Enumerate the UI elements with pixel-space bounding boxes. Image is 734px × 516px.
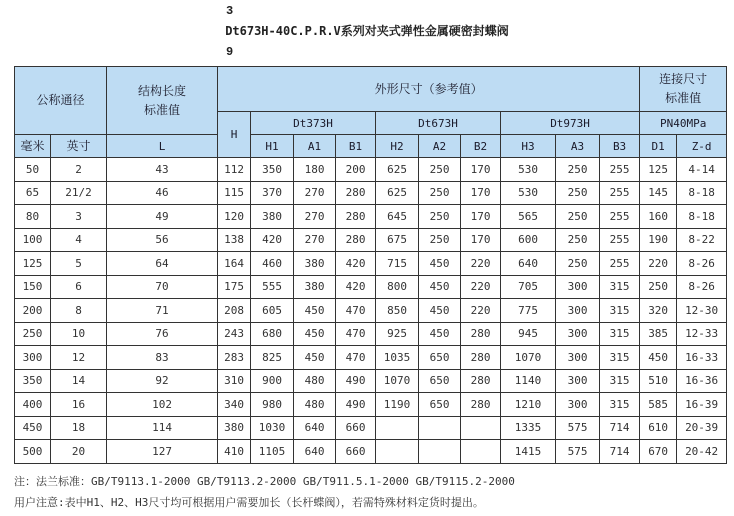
table-cell: 280 [461,369,501,393]
table-cell: 775 [501,299,556,323]
table-cell: 8-18 [677,181,727,205]
header-structure-length: 结构长度 标准值 [107,67,218,135]
table-cell: 43 [107,158,218,182]
table-cell: 12-33 [677,322,727,346]
table-cell: 650 [419,346,461,370]
table-cell: 800 [376,275,419,299]
table-cell: 320 [640,299,677,323]
table-cell: 714 [600,416,640,440]
table-cell: 280 [336,181,376,205]
table-cell: 450 [294,346,336,370]
table-cell: 138 [218,228,251,252]
table-cell: 450 [294,299,336,323]
table-cell: 315 [600,299,640,323]
table-cell: 127 [107,440,218,464]
table-row [15,322,727,346]
table-cell: 170 [461,205,501,229]
table-cell: 555 [251,275,294,299]
table-cell: 1140 [501,369,556,393]
table-cell: 280 [336,228,376,252]
table-cell: 180 [294,158,336,182]
table-cell: 6 [51,275,107,299]
table-cell: 1415 [501,440,556,464]
table-cell: 20-42 [677,440,727,464]
table-cell: 460 [251,252,294,276]
table-cell: 250 [556,181,600,205]
table-cell: 380 [294,275,336,299]
table-cell: 16-39 [677,393,727,417]
table-cell: 530 [501,181,556,205]
table-cell: 65 [15,181,51,205]
table-cell: 420 [336,275,376,299]
table-cell: 160 [640,205,677,229]
table-cell [461,440,501,464]
table-cell: 270 [294,181,336,205]
table-row [15,369,727,393]
table-cell: 170 [461,181,501,205]
table-cell: 925 [376,322,419,346]
table-cell: 565 [501,205,556,229]
table-cell: 250 [556,158,600,182]
header-dt673h: Dt673H [376,112,501,135]
user-notice: 用户注意:表中H1、H2、H3尺寸均可根据用户需要加长（长杆蝶阀），若需特殊材料定货时提出。 [14,496,484,509]
table-row [15,181,727,205]
table-cell: 1105 [251,440,294,464]
table-cell: 112 [218,158,251,182]
table-cell: 660 [336,416,376,440]
table-cell: 10 [51,322,107,346]
table-cell: 610 [640,416,677,440]
table-cell: 255 [600,252,640,276]
table-cell: 625 [376,158,419,182]
table-cell: 300 [15,346,51,370]
table-cell: 480 [294,393,336,417]
table-cell: 650 [419,369,461,393]
table-cell: 1190 [376,393,419,417]
table-cell: 200 [15,299,51,323]
table-cell: 315 [600,346,640,370]
table-row [15,158,727,182]
table-cell: 8-26 [677,275,727,299]
table-cell: 315 [600,322,640,346]
table-cell: 21/2 [51,181,107,205]
table-cell: 150 [15,275,51,299]
table-cell: 125 [640,158,677,182]
table-cell: 50 [15,158,51,182]
table-cell: 300 [556,369,600,393]
table-cell: 46 [107,181,218,205]
table-cell: 350 [15,369,51,393]
table-cell: 8 [51,299,107,323]
table-cell: 980 [251,393,294,417]
table-cell: 4-14 [677,158,727,182]
table-cell: 385 [640,322,677,346]
table-cell: 20-39 [677,416,727,440]
table-cell [376,416,419,440]
table-cell: 8-26 [677,252,727,276]
table-cell: 575 [556,440,600,464]
title-number-bottom: 9 [226,45,234,59]
header-nominal-diameter: 公称通径 [15,67,107,135]
table-row [15,228,727,252]
table-cell: 250 [419,205,461,229]
table-cell: 170 [461,158,501,182]
table-cell: 270 [294,228,336,252]
table-cell: 575 [556,416,600,440]
table-cell: 2 [51,158,107,182]
table-cell: 470 [336,322,376,346]
table-cell [461,416,501,440]
table-cell: 220 [461,252,501,276]
header-h1: H1 [251,135,294,158]
table-cell: 420 [336,252,376,276]
table-cell: 5 [51,252,107,276]
table-cell: 115 [218,181,251,205]
table-cell: 715 [376,252,419,276]
table-cell: 450 [419,252,461,276]
header-b3: B3 [600,135,640,158]
table-cell: 280 [461,346,501,370]
table-cell: 255 [600,158,640,182]
table-cell: 300 [556,346,600,370]
table-cell: 250 [15,322,51,346]
table-cell: 250 [556,252,600,276]
table-cell: 300 [556,393,600,417]
table-row [15,252,727,276]
table-cell: 12 [51,346,107,370]
table-cell: 70 [107,275,218,299]
table-cell: 220 [461,299,501,323]
table-cell: 500 [15,440,51,464]
table-row [15,393,727,417]
table-cell: 83 [107,346,218,370]
header-h3: H3 [501,135,556,158]
table-cell: 680 [251,322,294,346]
table-cell: 120 [218,205,251,229]
table-cell: 250 [419,228,461,252]
table-cell: 825 [251,346,294,370]
table-cell: 20 [51,440,107,464]
table-cell: 450 [419,275,461,299]
table-cell: 450 [419,322,461,346]
header-l: L [107,135,218,158]
table-cell: 18 [51,416,107,440]
header-z-d: Z-d [677,135,727,158]
header-a3: A3 [556,135,600,158]
table-cell: 125 [15,252,51,276]
table-cell: 645 [376,205,419,229]
table-cell: 490 [336,393,376,417]
table-cell: 510 [640,369,677,393]
table-cell: 175 [218,275,251,299]
table-cell: 600 [501,228,556,252]
header-h2: H2 [376,135,419,158]
table-cell: 270 [294,205,336,229]
table-cell: 420 [251,228,294,252]
table-cell: 255 [600,181,640,205]
table-cell: 675 [376,228,419,252]
table-cell: 450 [640,346,677,370]
header-inch: 英寸 [51,135,107,158]
table-cell: 1030 [251,416,294,440]
header-b2: B2 [461,135,501,158]
table-cell: 370 [251,181,294,205]
table-cell: 1070 [501,346,556,370]
table-cell [419,416,461,440]
table-cell: 49 [107,205,218,229]
table-cell: 705 [501,275,556,299]
table-cell: 380 [218,416,251,440]
table-cell: 200 [336,158,376,182]
table-cell: 220 [640,252,677,276]
table-cell: 315 [600,393,640,417]
table-cell: 255 [600,228,640,252]
table-cell: 660 [336,440,376,464]
header-row-1 [15,67,727,112]
table-cell: 605 [251,299,294,323]
table-cell: 410 [218,440,251,464]
table-cell: 170 [461,228,501,252]
table-cell: 102 [107,393,218,417]
table-cell: 145 [640,181,677,205]
table-cell: 208 [218,299,251,323]
table-cell: 480 [294,369,336,393]
table-cell: 280 [336,205,376,229]
table-cell: 450 [419,299,461,323]
header-outline-dimensions: 外形尺寸（参考值） [218,67,640,112]
table-cell: 16-36 [677,369,727,393]
header-dt373h: Dt373H [251,112,376,135]
flange-standard-note: 注：法兰标准：GB/T9113.1-2000 GB/T9113.2-2000 GB/T911.5.1-2000 GB/T9115.2-2000 [14,475,515,488]
table-cell: 315 [600,369,640,393]
page-title: Dt673H-40C.P.R.V系列对夹式弹性金属硬密封蝶阀 [225,24,509,38]
table-cell: 530 [501,158,556,182]
header-h: H [218,112,251,158]
title-number-top: 3 [226,4,234,18]
table-cell: 114 [107,416,218,440]
table-cell: 8-22 [677,228,727,252]
table-row [15,275,727,299]
dimension-table [14,66,727,464]
header-a1: A1 [294,135,336,158]
table-cell: 8-18 [677,205,727,229]
table-cell: 945 [501,322,556,346]
table-cell: 1035 [376,346,419,370]
table-cell: 250 [419,181,461,205]
table-row [15,205,727,229]
table-cell: 640 [294,416,336,440]
table-cell: 714 [600,440,640,464]
table-cell: 300 [556,275,600,299]
table-cell: 16 [51,393,107,417]
table-cell: 400 [15,393,51,417]
table-cell: 71 [107,299,218,323]
table-cell: 3 [51,205,107,229]
table-cell: 380 [294,252,336,276]
table-cell: 1210 [501,393,556,417]
table-cell: 4 [51,228,107,252]
table-cell: 164 [218,252,251,276]
table-cell: 1335 [501,416,556,440]
table-cell: 470 [336,299,376,323]
table-cell: 250 [640,275,677,299]
table-cell: 250 [556,228,600,252]
table-cell: 250 [419,158,461,182]
header-row-3 [15,135,727,158]
table-cell: 12-30 [677,299,727,323]
table-cell: 280 [461,393,501,417]
table-cell: 300 [556,299,600,323]
header-b1: B1 [336,135,376,158]
table-cell: 56 [107,228,218,252]
table-cell: 280 [461,322,501,346]
table-row [15,346,727,370]
header-mm: 毫米 [15,135,51,158]
table-cell: 76 [107,322,218,346]
table-row [15,440,727,464]
table-cell: 340 [218,393,251,417]
table-row [15,416,727,440]
table-cell: 80 [15,205,51,229]
table-cell: 585 [640,393,677,417]
table-cell: 850 [376,299,419,323]
table-cell: 92 [107,369,218,393]
table-cell: 190 [640,228,677,252]
header-pn40mpa: PN40MPa [640,112,727,135]
table-cell: 900 [251,369,294,393]
table-cell: 450 [294,322,336,346]
header-dt973h: Dt973H [501,112,640,135]
table-cell: 650 [419,393,461,417]
header-connection-dimensions: 连接尺寸 标准值 [640,67,727,112]
table-cell: 640 [501,252,556,276]
table-cell [376,440,419,464]
table-row [15,299,727,323]
table-cell: 255 [600,205,640,229]
table-cell: 640 [294,440,336,464]
table-cell: 250 [556,205,600,229]
table-cell: 625 [376,181,419,205]
table-cell: 310 [218,369,251,393]
table-cell: 380 [251,205,294,229]
header-a2: A2 [419,135,461,158]
table-cell: 220 [461,275,501,299]
table-cell: 315 [600,275,640,299]
table-cell: 283 [218,346,251,370]
table-cell: 16-33 [677,346,727,370]
table-body [15,158,727,464]
table-cell: 300 [556,322,600,346]
table-cell: 350 [251,158,294,182]
table-cell: 450 [15,416,51,440]
table-cell: 100 [15,228,51,252]
table-cell: 64 [107,252,218,276]
table-cell [419,440,461,464]
table-cell: 243 [218,322,251,346]
table-cell: 14 [51,369,107,393]
header-d1: D1 [640,135,677,158]
table-cell: 470 [336,346,376,370]
table-cell: 490 [336,369,376,393]
table-cell: 670 [640,440,677,464]
table-cell: 1070 [376,369,419,393]
